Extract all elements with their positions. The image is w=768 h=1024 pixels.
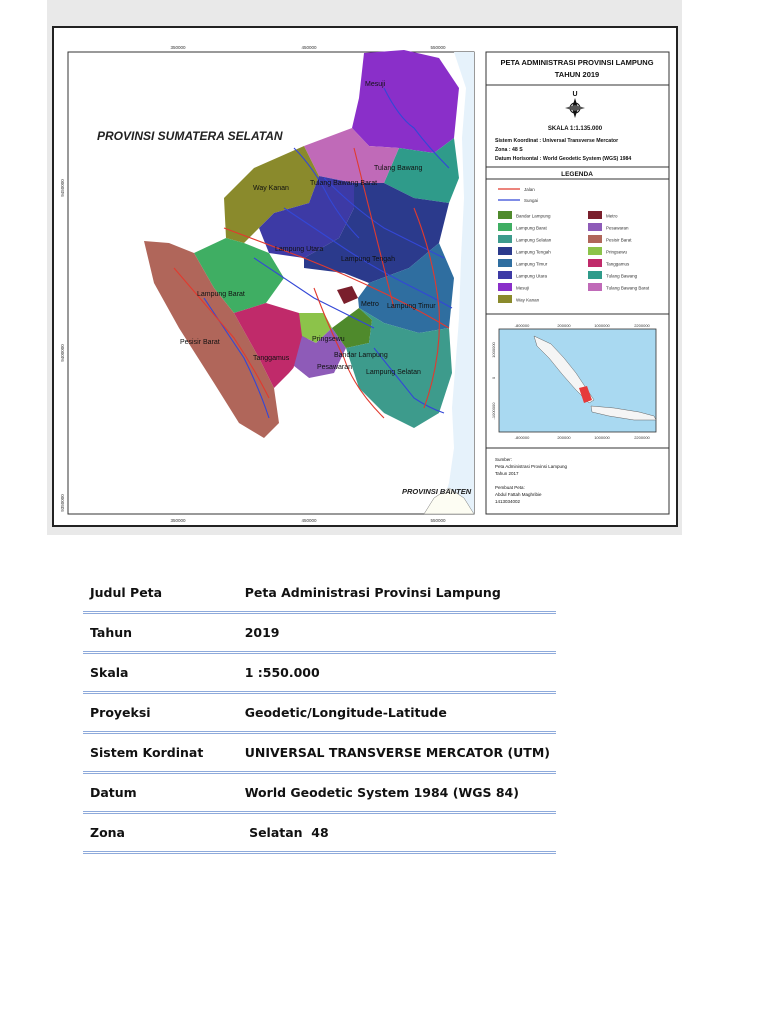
grid-tick-bottom: 350000 — [170, 518, 186, 523]
inset-tick-bottom: 1000000 — [594, 435, 610, 440]
author-line: 1413034002 — [495, 499, 521, 504]
inset-tick-top: -800000 — [514, 323, 530, 328]
inset-tick-left: 0 — [491, 376, 496, 380]
inset-tick-left: 1000000 — [491, 342, 496, 358]
region-label: Tanggamus — [253, 355, 290, 362]
row-key: Sistem Kordinat — [83, 733, 238, 773]
source-line: Tahun 2017 — [495, 471, 519, 476]
legend-swatch — [498, 211, 512, 219]
legend-line-label: Jalan — [524, 187, 535, 192]
row-key: Skala — [83, 653, 238, 693]
row-value: World Geodetic System 1984 (WGS 84) — [238, 773, 556, 813]
legend-label: Tanggamus — [606, 261, 630, 267]
legend-label: Lampung Tengah — [516, 249, 551, 255]
inset-tick-top: 2200000 — [634, 323, 650, 328]
grid-tick-left: 9450000 — [60, 179, 65, 197]
legend-label: Pesisir Barat — [606, 237, 632, 243]
label-sumsel: PROVINSI SUMATERA SELATAN — [97, 129, 283, 143]
legend-swatch — [588, 211, 602, 219]
grid-tick-top: 550000 — [430, 45, 446, 50]
legend-swatch — [498, 259, 512, 267]
scale-text: SKALA 1:1.135.000 — [547, 126, 603, 132]
info-line: Datum Horisontal : World Geodetic System (WGS) 1984 — [495, 156, 632, 162]
table-row — [83, 733, 556, 773]
table-row — [83, 813, 556, 853]
legend-swatch — [588, 283, 602, 291]
legend-label: Lampung Barat — [516, 225, 547, 231]
north-letter: U — [572, 91, 578, 98]
row-value: 2019 — [238, 613, 556, 653]
row-key: Judul Peta — [83, 574, 238, 613]
legend-swatch — [498, 223, 512, 231]
row-value: Geodetic/Longitude-Latitude — [238, 693, 556, 733]
legend-label: Tulang Bawang — [606, 273, 638, 279]
legend-swatch — [588, 247, 602, 255]
map-metadata-table — [83, 574, 556, 854]
map-frame — [52, 26, 678, 527]
legend-label: Lampung Selatan — [516, 237, 552, 243]
inset-tick-bottom: 2200000 — [634, 435, 650, 440]
inset-tick-top: 200000 — [557, 323, 571, 328]
grid-tick-left: 9400000 — [60, 344, 65, 362]
region-label: Mesuji — [365, 81, 386, 88]
region-label: Lampung Barat — [197, 291, 245, 298]
grid-tick-top: 450000 — [301, 45, 317, 50]
map-svg — [54, 28, 676, 525]
legend-swatch — [588, 271, 602, 279]
row-value: Peta Administrasi Provinsi Lampung — [238, 574, 556, 613]
source-label: Sumber: — [495, 457, 513, 462]
author-label: Pembuat Peta: — [495, 485, 525, 490]
legend-swatch — [498, 235, 512, 243]
legend-line-label: Sungai — [524, 198, 539, 203]
row-key: Datum — [83, 773, 238, 813]
row-key: Zona — [83, 813, 238, 853]
author-line: Abdul Fattah Maghribie — [495, 492, 542, 497]
region-label: Metro — [361, 301, 379, 308]
info-panel — [486, 52, 669, 514]
label-banten: PROVINSI BANTEN — [402, 487, 472, 496]
table-row — [83, 693, 556, 733]
region-label: Lampung Selatan — [366, 369, 421, 376]
row-value: 1 :550.000 — [238, 653, 556, 693]
legend-label: Lampung Utara — [516, 273, 548, 279]
legend-swatch — [588, 259, 602, 267]
inset-tick-bottom: 200000 — [557, 435, 571, 440]
legend-label: Bandar Lampung — [516, 213, 551, 219]
region-label: Tulang Bawang — [374, 165, 423, 172]
region-label: Lampung Utara — [275, 246, 324, 253]
inset-tick-bottom: -800000 — [514, 435, 530, 440]
info-line: Sistem Koordinat : Universal Transverse Mercator — [495, 138, 619, 144]
legend-label: Tulang Bawang Barat — [606, 285, 650, 291]
legend-label: Mesuji — [516, 285, 530, 291]
legend-label: Metro — [606, 213, 618, 219]
grid-tick-bottom: 550000 — [430, 518, 446, 523]
legend-swatch — [588, 235, 602, 243]
region-mesuji — [352, 50, 459, 153]
grid-tick-bottom: 450000 — [301, 518, 317, 523]
table-row — [83, 574, 556, 613]
legend-label: Pesawaran — [606, 225, 629, 231]
inset-tick-left: -1000000 — [491, 402, 496, 420]
legend-label: Lampung Timur — [516, 261, 548, 267]
table-row — [83, 613, 556, 653]
region-label: Pesisir Barat — [180, 339, 220, 346]
table-row — [83, 773, 556, 813]
map-title-line2: TAHUN 2019 — [554, 70, 600, 79]
info-line: Zona : 48 S — [495, 147, 523, 153]
row-value: Selatan 48 — [238, 813, 556, 853]
region-label: Way Kanan — [253, 185, 289, 192]
legend-swatch — [498, 271, 512, 279]
map-title-line1: PETA ADMINISTRASI PROVINSI LAMPUNG — [500, 58, 654, 67]
map-area — [60, 45, 474, 523]
row-value: UNIVERSAL TRANSVERSE MERCATOR (UTM) — [238, 733, 556, 773]
info-panel-border — [486, 52, 669, 514]
legend-swatch — [498, 295, 512, 303]
region-label: Pringsewu — [312, 336, 345, 343]
inset-map — [491, 323, 656, 440]
grid-tick-left: 9350000 — [60, 494, 65, 512]
legend-label: Pringsewu — [606, 249, 628, 255]
row-key: Proyeksi — [83, 693, 238, 733]
row-key: Tahun — [83, 613, 238, 653]
region-label: Tulang Bawang Barat — [310, 180, 378, 187]
inset-tick-top: 1000000 — [594, 323, 610, 328]
legend-swatch — [498, 283, 512, 291]
legend-title: LEGENDA — [561, 171, 593, 178]
legend-swatch — [498, 247, 512, 255]
region-label: Lampung Timur — [387, 303, 436, 310]
grid-tick-top: 350000 — [170, 45, 186, 50]
legend-label: Way Kanan — [516, 297, 540, 303]
map-figure — [47, 0, 682, 535]
region-label: Lampung Tengah — [341, 256, 395, 263]
region-label: Pesawaran — [317, 364, 353, 371]
table-row — [83, 653, 556, 693]
legend-swatch — [588, 223, 602, 231]
source-line: Peta Administrasi Provinsi Lampung — [495, 464, 568, 469]
region-label: Bandar Lampung — [334, 352, 388, 359]
